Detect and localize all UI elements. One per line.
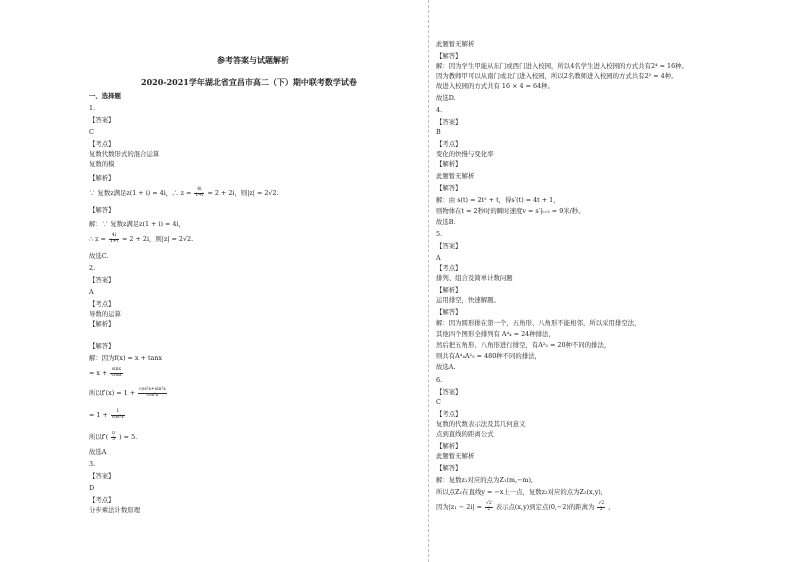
q4-solve-2: 则物体在t = 2秒时的瞬时速度v = s′|ₜ₌₂ = 9米/秒。 [436,207,585,215]
fraction-denominator: 1+i [195,192,204,198]
q5-number: 5. [436,230,443,238]
q4-analysis-heading: 【解析】 [436,160,462,168]
q6-answer: C [436,398,441,406]
q6-solve-heading: 【解答】 [436,464,462,472]
q1-analysis-fraction [194,188,204,198]
q5-point-1: 排列、组合及简单计数问题 [436,274,513,282]
q3-solve-heading: 【解答】 [436,52,462,60]
q6-solve-3-fraction-1 [485,502,493,512]
q1-analysis-pre: ∵ 复数z满足z(1 + i) = 4i，∴ z = [89,189,192,197]
q6-solve-1: 解：复数z₁对应的点为Z₁(m,−m), [436,476,533,484]
fraction-numerator: √2 [485,501,492,506]
q2-solve-2 [89,368,124,378]
q1-analysis-heading: 【解析】 [89,174,115,182]
q5-solve-2: 其他四个图形全排列有 A⁴₄ = 24种排法， [436,330,555,338]
q2-solve-heading: 【解答】 [89,342,115,350]
doc-title: 参考答案与试题解析 [217,55,289,65]
q2-solve-4 [89,410,126,420]
q2-answer: A [89,288,94,296]
fraction-denominator: 1+i [109,238,118,244]
q2-solve-5-pre: 所以f′( [89,433,109,441]
q3-solve-1: 解：因为学生甲能从东门或西门进入校园，所以4名学生进入校园的方式共有2⁴ = 16种。 [436,62,688,70]
q6-solve-3-pre: 因为|z₁ − 2i| = [436,503,482,511]
q4-point-1: 变化的快慢与变化率 [436,150,494,158]
q3-answer: D [89,484,95,492]
q1-analysis-post: = 2 + 2i，则|z| = 2√2. [207,189,279,197]
q2-solve-5 [89,432,137,442]
fraction-numerator: 1 [111,410,125,416]
q6-answer-heading: 【答案】 [436,388,462,396]
doc-subtitle: 2020-2021学年湖北省宜昌市高二（下）期中联考数学试卷 [141,77,357,87]
q2-number: 2. [89,264,96,272]
q2-point-1: 导数的运算 [89,310,121,318]
fraction-denominator: 3 [112,436,116,442]
q4-answer-heading: 【答案】 [436,118,462,126]
q4-answer: B [436,128,441,136]
q2-solve-3 [89,388,168,398]
q1-number: 1. [89,104,96,112]
fraction-denominator: cosx [111,372,122,378]
q3-conclusion: 故选D. [436,94,456,102]
q1-solve-heading: 【解答】 [89,206,115,214]
q2-solve-2-pre: = x + [89,369,108,377]
q2-solve-4-pre: = 1 + [89,411,108,419]
q3-analysis: 此题暂无解析 [436,40,475,48]
q1-answer: C [89,128,94,136]
fraction-denominator: cos²x [111,414,124,420]
q5-solve-4: 则共有A⁴₄A²₅ = 480种不同的排法， [436,352,541,360]
q1-solve-2-post: = 2 + 2i，则|z| = 2√2. [122,235,194,243]
q3-solve-3: 故进入校园的方式共有 16 × 4 = 64种。 [436,82,554,90]
q2-solve-3-fraction [138,388,167,398]
q3-number: 3. [89,460,96,468]
q4-point-heading: 【考点】 [436,140,462,148]
q5-analysis-heading: 【解析】 [436,286,462,294]
q6-point-heading: 【考点】 [436,410,462,418]
fraction-numerator: sinx [111,367,122,372]
q2-point-heading: 【考点】 [89,300,115,308]
q6-point-1: 复数的代数表示法及其几何意义 [436,420,526,428]
q3-solve-2: 因为教师甲可以从南门或北门进入校园，所以2名教师进入校园的方式共有2² = 4种。 [436,72,678,80]
fraction-numerator: 4i [194,188,204,194]
q2-solve-4-fraction [111,410,125,420]
q2-solve-5-post: ) = 5. [119,433,138,441]
fraction-denominator: 2 [599,506,603,512]
q1-point-1: 复数代数形式的混合运算 [89,150,160,158]
q6-point-2: 点到直线的距离公式 [436,430,494,438]
q6-solve-3 [436,502,610,512]
q1-point-heading: 【考点】 [89,140,115,148]
q5-point-heading: 【考点】 [436,264,462,272]
q3-answer-heading: 【答案】 [89,472,115,480]
q4-solve-heading: 【解答】 [436,184,462,192]
q6-solve-3-mid: 表示点(x,y)到定点(0,−2)的距离为 [495,503,595,511]
q2-solve-3-pre: 所以f′(x) = 1 + [89,389,136,397]
q6-number: 6. [436,376,443,384]
q6-solve-3-fraction-2 [597,502,605,512]
q1-solve-2 [89,234,193,244]
q1-solve-1: 解：∵ 复数z满足z(1 + i) = 4i， [89,220,185,228]
q5-solve-heading: 【解答】 [436,308,462,316]
fraction-numerator: √2 [598,501,605,506]
q4-solve-1: 解：由 s(t) = 2t² + t，得s′(t) = 4t + 1， [436,196,560,204]
q6-solve-2: 所以点Z₁在直线y = −x上一点，复数z₂对应的点为Z₂(x,y), [436,488,603,496]
q5-answer-heading: 【答案】 [436,242,462,250]
fraction-numerator: 4i [109,234,119,240]
fraction-numerator: cos²x+sin²x [139,387,166,392]
q1-conclusion: 故选C. [89,252,109,260]
q4-analysis: 此题暂无解析 [436,172,475,180]
q5-analysis: 运用排空，快速解题。 [436,296,500,304]
q4-conclusion: 故选B. [436,218,456,226]
q2-analysis-heading: 【解析】 [89,320,115,328]
q1-point-2: 复数的模 [89,160,115,168]
fraction-denominator: cos²x [146,392,159,398]
q2-solve-5-fraction [111,432,116,442]
q5-answer: A [436,254,441,262]
q5-conclusion: 故选A. [436,363,456,371]
q3-point-1: 分步乘法计数原理 [89,506,141,514]
section-heading: 一、选择题 [89,92,121,100]
q6-analysis-heading: 【解析】 [436,442,462,450]
q2-conclusion: 故选A [89,448,107,456]
fraction-denominator: 2 [487,506,491,512]
q5-solve-1: 解：因为圆形排在第一个，五角形、八角形不能相邻，所以采用排空法， [436,319,641,327]
column-divider [428,0,429,562]
q6-solve-3-post: , [608,503,611,511]
q2-answer-heading: 【答案】 [89,276,115,284]
q1-analysis-line [89,188,279,198]
fraction-numerator: π [112,431,116,436]
q1-answer-heading: 【答案】 [89,116,115,124]
q2-solve-2-fraction [110,368,122,378]
q5-solve-3: 然后把五角形、八角形进行排空，有A²₅ = 20种不同的排法， [436,341,611,349]
q1-solve-2-pre: ∴ z = [89,235,106,243]
q4-number: 4. [436,106,443,114]
q3-point-heading: 【考点】 [89,496,115,504]
q6-analysis: 此题暂无解析 [436,452,475,460]
q2-solve-1: 解：因为f(x) = x + tanx [89,354,163,362]
q1-solve-fraction [109,234,119,244]
